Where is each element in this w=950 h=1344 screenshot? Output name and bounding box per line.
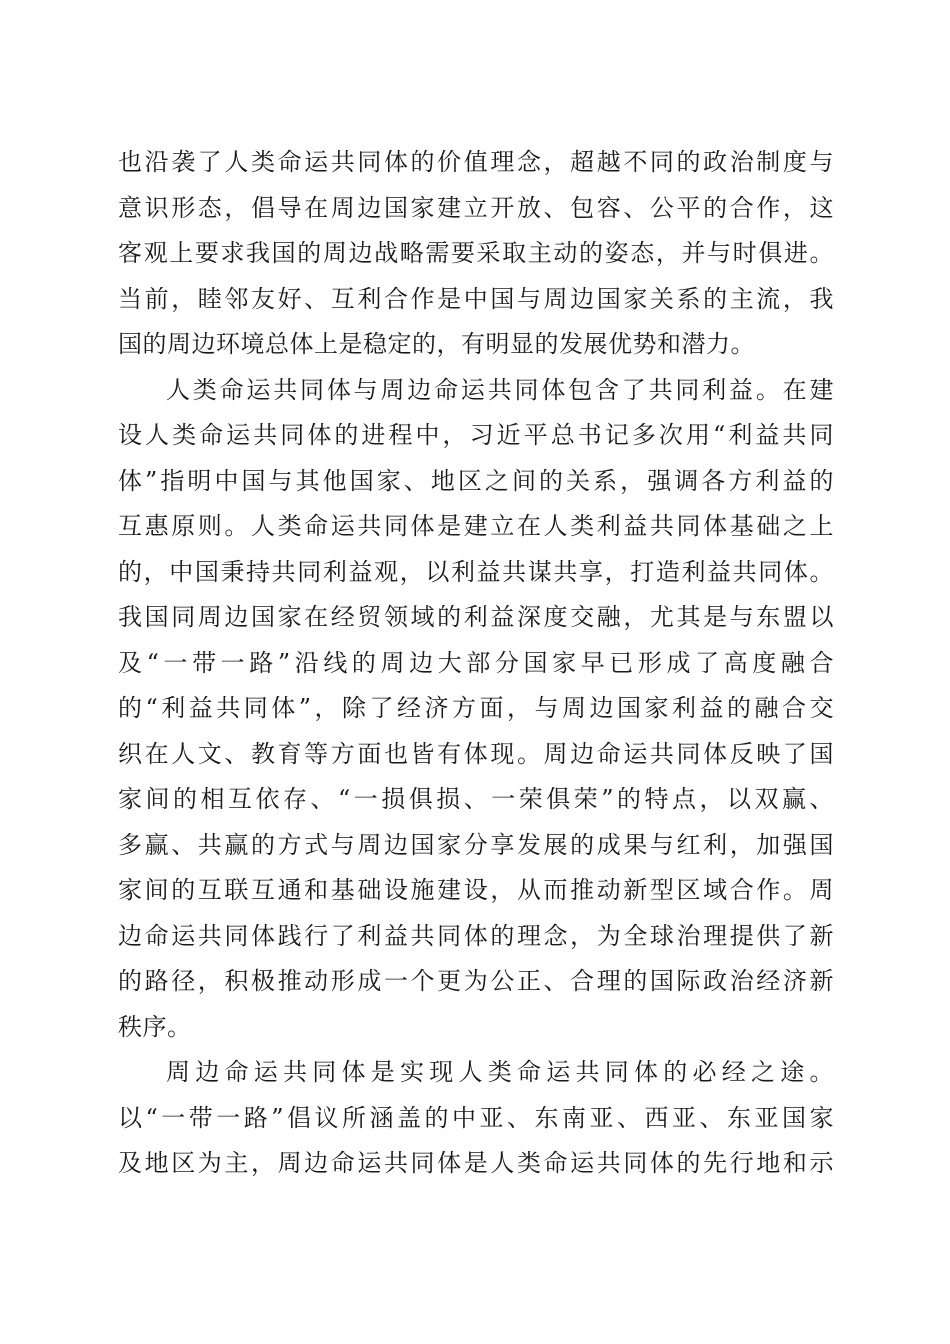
text-line: 及地区为主，周边命运共同体是人类命运共同体的先行地和示 (118, 1149, 834, 1177)
text-line: 以“一带一路”倡议所涵盖的中亚、东南亚、西亚、东亚国家 (118, 1103, 834, 1132)
text-line: 的，中国秉持共同利益观，以利益共谋共享，打造利益共同体。 (118, 557, 834, 586)
text-line: 意识形态，倡导在周边国家建立开放、包容、公平的合作，这 (118, 193, 834, 222)
text-line: 体”指明中国与其他国家、地区之间的关系，强调各方利益的 (118, 466, 834, 495)
text-line: 客观上要求我国的周边战略需要采取主动的姿态，并与时俱进。 (118, 239, 834, 267)
text-line: 国的周边环境总体上是稳定的，有明显的发展优势和潜力。 (118, 330, 755, 358)
text-line: 家间的相互依存、“一损俱损、一荣俱荣”的特点，以双赢、 (118, 785, 834, 813)
text-line: 边命运共同体践行了利益共同体的理念，为全球治理提供了新 (118, 921, 834, 950)
text-line: 家间的互联互通和基础设施建设，从而推动新型区域合作。周 (118, 876, 834, 904)
text-line: 周边命运共同体是实现人类命运共同体的必经之途。 (166, 1058, 834, 1086)
text-line: 多赢、共赢的方式与周边国家分享发展的成果与红利，加强国 (118, 830, 834, 859)
text-line: 也沿袭了人类命运共同体的价值理念，超越不同的政治制度与 (118, 148, 834, 176)
text-line: 的路径，积极推动形成一个更为公正、合理的国际政治经济新 (118, 967, 834, 995)
body-text (118, 140, 834, 1187)
text-line: 秩序。 (118, 1012, 192, 1041)
text-line: 设人类命运共同体的进程中，习近平总书记多次用“利益共同 (118, 421, 834, 449)
text-line: 互惠原则。人类命运共同体是建立在人类利益共同体基础之上 (118, 512, 834, 540)
text-line: 的“利益共同体”，除了经济方面，与周边国家利益的融合交 (118, 694, 834, 722)
text-line: 当前，睦邻友好、互利合作是中国与周边国家关系的主流，我 (118, 284, 834, 313)
text-line: 及“一带一路”沿线的周边大部分国家早已形成了高度融合 (118, 648, 834, 677)
text-line: 织在人文、教育等方面也皆有体现。周边命运共同体反映了国 (118, 739, 834, 768)
text-line: 我国同周边国家在经贸领域的利益深度交融，尤其是与东盟以 (118, 603, 834, 631)
text-line: 人类命运共同体与周边命运共同体包含了共同利益。在建 (166, 375, 834, 404)
